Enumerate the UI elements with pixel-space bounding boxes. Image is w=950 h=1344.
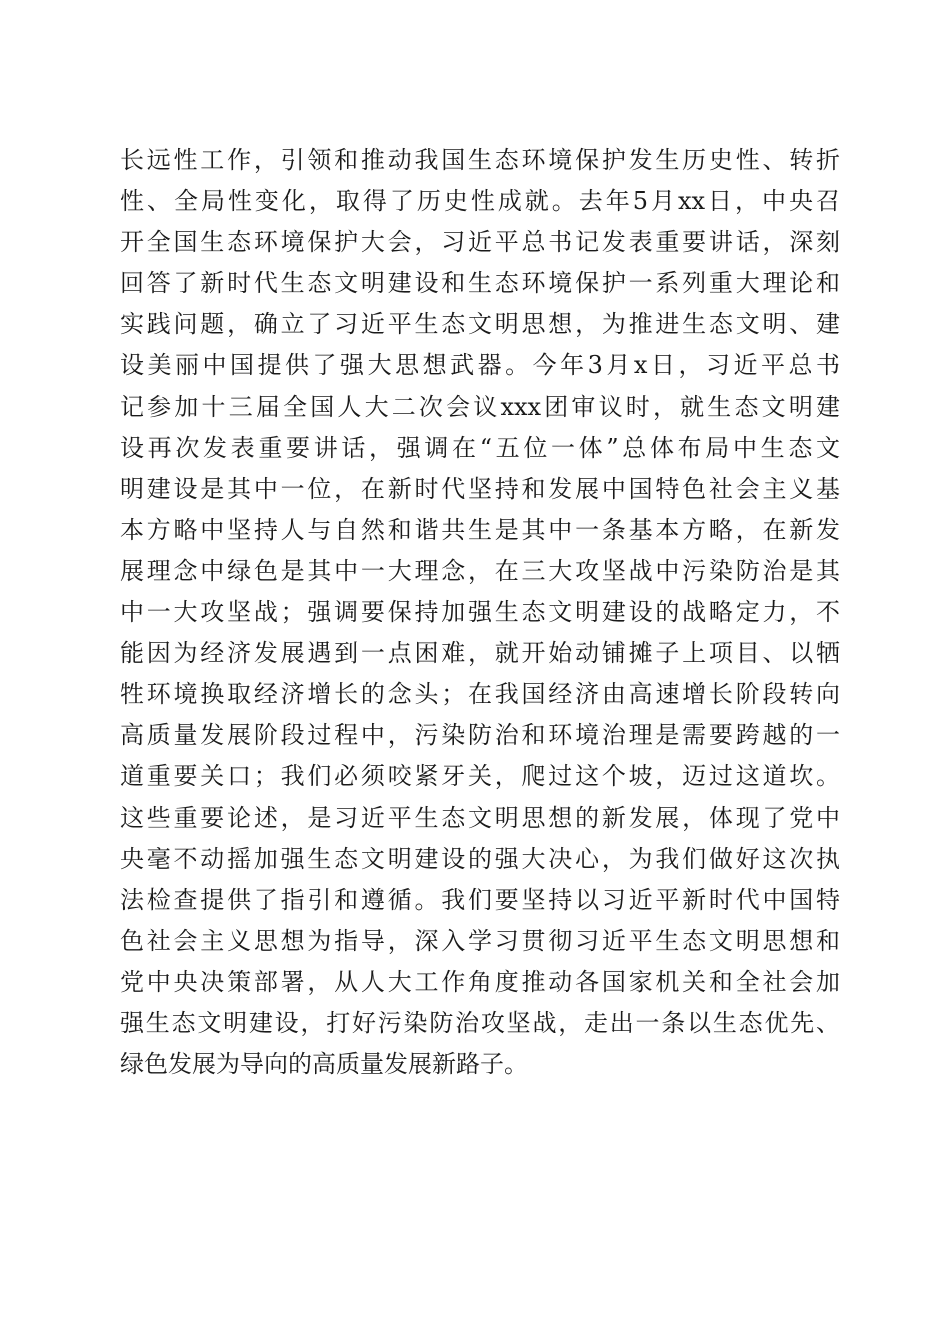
text-line: 记参加十三届全国人大二次会议xxx团审议时，就生态文明建: [120, 392, 840, 421]
text-line: 这些重要论述，是习近平生态文明思想的新发展，体现了党中: [120, 803, 840, 832]
text-line: 开全国生态环境保护大会，习近平总书记发表重要讲话，深刻: [120, 228, 840, 257]
text-line: 强生态文明建设，打好污染防治攻坚战，走出一条以生态优先、: [120, 1008, 840, 1037]
text-line: 中一大攻坚战；强调要保持加强生态文明建设的战略定力，不: [120, 598, 840, 627]
text-line: 党中央决策部署，从人大工作角度推动各国家机关和全社会加: [120, 967, 840, 996]
text-line: 高质量发展阶段过程中，污染防治和环境治理是需要跨越的一: [120, 721, 840, 750]
text-line: 设再次发表重要讲话，强调在“五位一体”总体布局中生态文: [120, 433, 840, 462]
text-line: 长远性工作，引领和推动我国生态环境保护发生历史性、转折: [120, 146, 840, 174]
text-line: 道重要关口；我们必须咬紧牙关，爬过这个坡，迈过这道坎。: [120, 762, 840, 791]
text-line: 实践问题，确立了习近平生态文明思想，为推进生态文明、建: [120, 310, 840, 339]
text-line-final: 绿色发展为导向的高质量发展新路子。: [120, 1050, 528, 1079]
text-line: 色社会主义思想为指导，深入学习贯彻习近平生态文明思想和: [120, 926, 840, 955]
text-line: 央毫不动摇加强生态文明建设的强大决心，为我们做好这次执: [120, 844, 840, 873]
text-line: 设美丽中国提供了强大思想武器。今年3月x日，习近平总书: [120, 351, 840, 380]
text-line: 本方略中坚持人与自然和谐共生是其中一条基本方略，在新发: [120, 515, 840, 544]
text-line: 能因为经济发展遇到一点困难，就开始动铺摊子上项目、以牺: [120, 639, 840, 668]
text-line: 法检查提供了指引和遵循。我们要坚持以习近平新时代中国特: [120, 885, 840, 914]
text-line: 性、全局性变化，取得了历史性成就。去年5月xx日，中央召: [120, 187, 840, 216]
text-line: 回答了新时代生态文明建设和生态环境保护一系列重大理论和: [120, 269, 840, 298]
text-line: 牲环境换取经济增长的念头；在我国经济由高速增长阶段转向: [120, 680, 840, 709]
body-paragraph: [120, 140, 840, 1085]
text-line: 明建设是其中一位，在新时代坚持和发展中国特色社会主义基: [120, 474, 840, 503]
text-line: 展理念中绿色是其中一大理念，在三大攻坚战中污染防治是其: [120, 556, 840, 585]
